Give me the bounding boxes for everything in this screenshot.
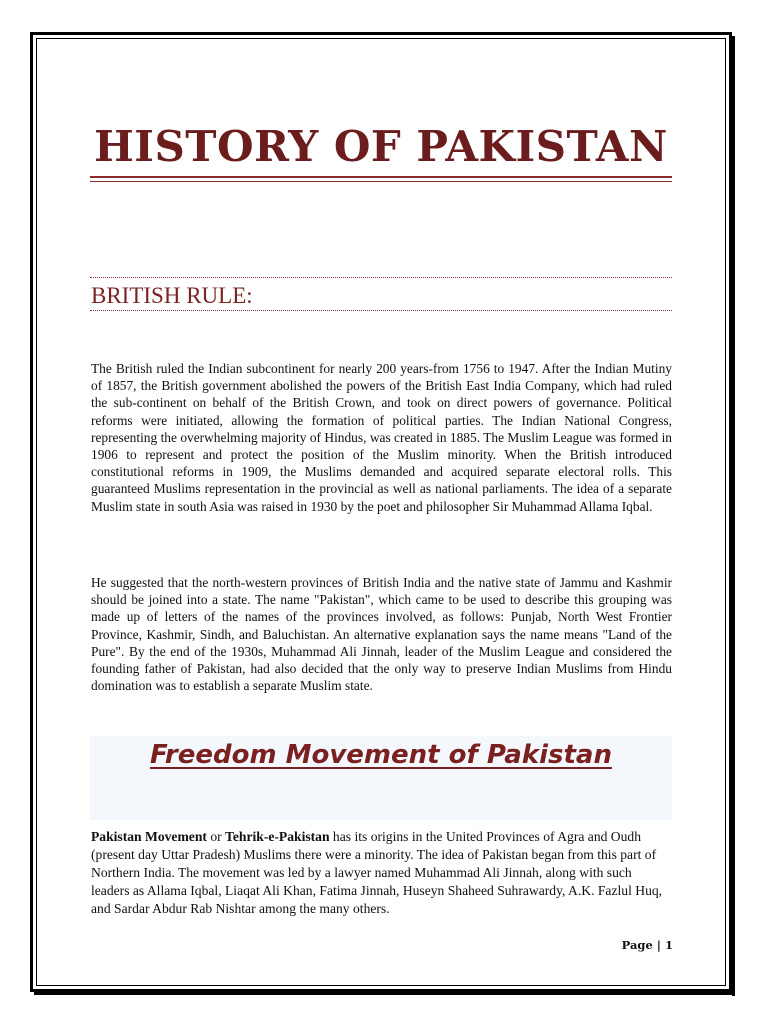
freedom-movement-banner [90,736,672,820]
document-title: HISTORY OF PAKISTAN [94,122,668,171]
term-pakistan-movement: Pakistan Movement [91,829,207,844]
paragraph-british-rule: The British ruled the Indian subcontinent for nearly 200 years-from 1756 to 1947. After the Indian Mutiny of 1857, the British government abolished the powers of the British East India Company, which had ruled the sub-continent on behalf of the British Crown, and took on direct powers of governance. Political reforms were initiated, allowing the formation of political parties. The Indian National Congress, representing the overwhelming majority of Hindus, was created in 1885. The Muslim League was formed in 1906 to represent and protect the position of the Muslim minority. When the British introduced constitutional reforms in 1909, the Muslims demanded and acquired separate electoral rolls. This guaranteed Muslims representation in the provincial as well as national parliaments. The idea of a separate Muslim state in south Asia was raised in 1930 by the poet and philosopher Sir Muhammad Allama Iqbal. [91,361,672,514]
page-border-shadow-right [732,36,735,996]
heading-rule-bottom [90,310,672,311]
banner-title: Freedom Movement of Pakistan [150,740,612,770]
paragraph-pakistan-name: He suggested that the north-western provinces of British India and the native state of Jammu and Kashmir should be joined into a state. The name "Pakistan", which came to be used to describe this grouping was made up of letters of the names of the provinces involved, as follows: Punjab, North West Frontier Province, Kashmir, Sindh, and Baluchistan. An alternative explanation says the name means "Land of the Pure". By the end of the 1930s, Muhammad Ali Jinnah, leader of the Muslim League and considered the founding father of Pakistan, had also decided that the only way to preserve Indian Muslims from Hindu domination was to establish a separate Muslim state. [91,575,672,694]
paragraph-body: has its origins in the United Provinces of Agra and Oudh (present day Uttar Pradesh) Muslims there were a minority. The idea of Pakistan began from this part of Northern India. The movement was led by a lawyer named Muhammad Ali Jinnah, along with such leaders as Allama Iqbal, Liaqat Ali Khan, Fatima Jinnah, Huseyn Shaheed Suhrawardy, A.K. Fazlul Huq, and Sardar Abdur Rab Nishtar among the many others. [91,829,663,916]
heading-rule-top [90,277,672,278]
paragraph-pakistan-movement [91,828,672,918]
title-underline-thin [90,181,672,182]
page-number-footer [560,938,673,952]
page-label: Page [621,938,653,952]
section-heading-british-rule: BRITISH RULE: [91,283,253,308]
paragraph-connector: or [206,829,226,844]
title-underline-thick [90,176,672,178]
term-tehrik-e-pakistan: Tehrik-e-Pakistan [225,829,330,844]
page-separator: | [656,938,661,952]
page-border-shadow-bottom [34,992,735,995]
page-number: 1 [664,938,673,952]
